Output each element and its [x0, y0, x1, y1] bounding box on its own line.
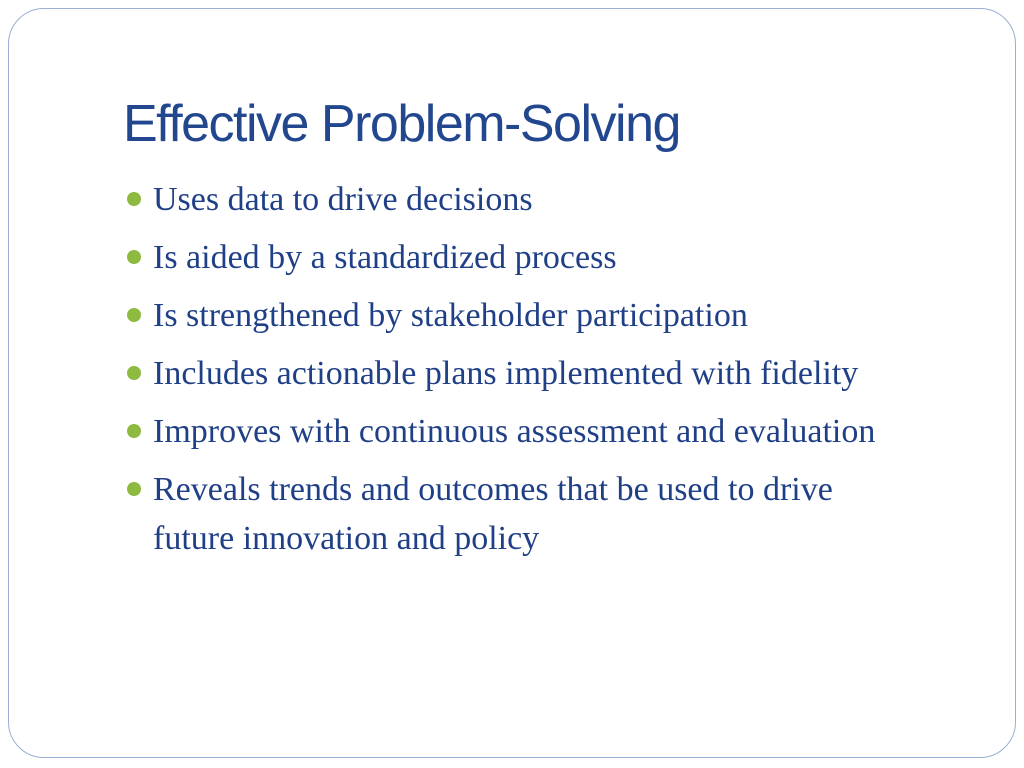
bullet-text: Uses data to drive decisions — [153, 181, 533, 218]
bullet-item — [125, 407, 905, 456]
slide-frame — [8, 8, 1016, 758]
bullet-item — [125, 349, 905, 398]
bullet-dot-icon — [127, 250, 141, 264]
slide-title: Effective Problem-Solving — [123, 95, 680, 153]
bullet-text: Is strengthened by stakeholder participation — [153, 297, 748, 334]
bullet-dot-icon — [127, 424, 141, 438]
bullet-text: Includes actionable plans implemented with fidelity — [153, 355, 859, 392]
bullet-dot-icon — [127, 308, 141, 322]
bullet-item — [125, 233, 905, 282]
bullet-item — [125, 465, 905, 563]
bullet-text: Improves with continuous assessment and evaluation — [153, 413, 876, 450]
bullet-dot-icon — [127, 366, 141, 380]
bullet-text: Reveals trends and outcomes that be used to drive future innovation and policy — [153, 471, 833, 557]
bullet-item — [125, 175, 905, 224]
bullet-dot-icon — [127, 192, 141, 206]
bullet-item — [125, 291, 905, 340]
bullet-list — [125, 175, 905, 572]
bullet-text: Is aided by a standardized process — [153, 239, 617, 276]
bullet-dot-icon — [127, 482, 141, 496]
